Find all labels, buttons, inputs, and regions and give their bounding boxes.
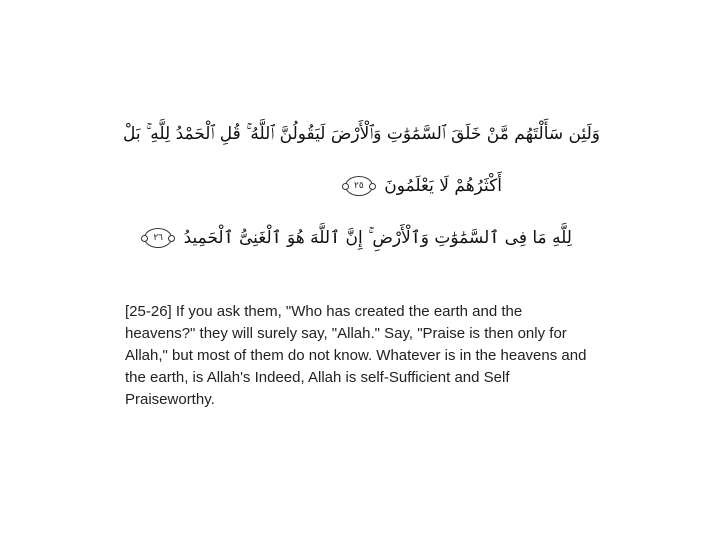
- ayah-number-marker-25: ٢٥: [345, 176, 373, 196]
- arabic-verse-line-1: [120, 108, 600, 160]
- arabic-verse-line-2: [120, 160, 600, 212]
- arabic-verse-text-2: أَكْثَرُهُمْ لَا يَعْلَمُونَ: [384, 176, 502, 196]
- arabic-verse-block: [120, 108, 600, 264]
- arabic-verse-line-3: [120, 212, 600, 264]
- ayah-number-marker-26: ٢٦: [144, 228, 172, 248]
- arabic-verse-text-1: وَلَئِن سَأَلْتَهُم مَّنْ خَلَقَ ٱلسَّمَٰوَٰتِ وَٱلْأَرْضَ لَيَقُولُنَّ ٱللَّهُ ۚ قُلِ ٱلْحَمْدُ لِلَّهِ ۚ بَلْ: [122, 124, 600, 144]
- english-translation: [25-26] If you ask them, "Who has created the earth and the heavens?" they will surely say, "Allah." Say, "Praise is then only for Allah," but most of them do not know. Whatever is in the heavens and the earth, is Allah's Indeed, Allah is self-Sufficient and Self Praiseworthy.: [125, 303, 587, 408]
- arabic-verse-text-3: لِلَّهِ مَا فِى ٱلسَّمَٰوَٰتِ وَٱلْأَرْضِ ۚ إِنَّ ٱللَّهَ هُوَ ٱلْغَنِىُّ ٱلْحَمِيدُ: [183, 228, 572, 248]
